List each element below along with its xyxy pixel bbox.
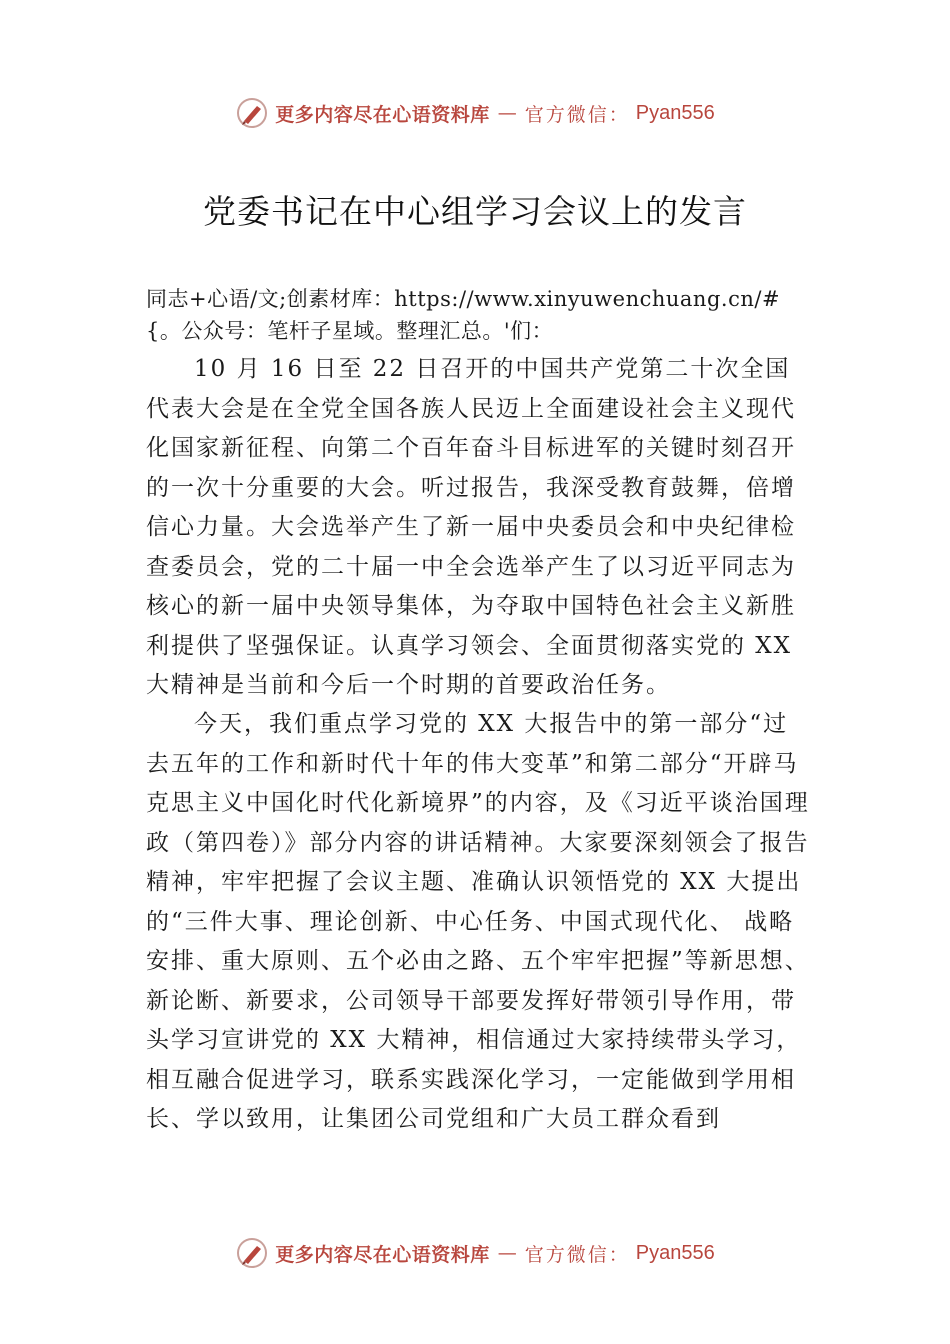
- banner-wechat-id: Pyan556: [635, 101, 715, 124]
- document-title: 党委书记在中心组学习会议上的发言: [203, 192, 747, 231]
- paragraph: 今天，我们重点学习党的 XX 大报告中的第一部分“过去五年的工作和新时代十年的伟大变革”和第二部分“开辟马克思主义中国化时代化新境界”的内容，及《习近平谈治国理政（第四卷）》部分内容的讲话精神。大家要深刻领会了报告精神，牢牢把握了会议主题、准确认识领悟党的 XX 大提出的“三件大事、理论创新、中心任务、中国式现代化、 战略安排、重大原则、五个必由之路、五个牢牢把握”等新思想、新论断、新要求，公司领导干部要发挥好带领引导作用，带头学习宣讲党的 XX 大精神，相信通过大家持续带头学习，相互融合促进学习，联系实践深化学习，一定能做到学用相长、学以致用，让集团公司党组和广大员工群众看到: [146, 711, 810, 1132]
- banner-dash: —: [497, 1242, 517, 1264]
- banner-text: 更多内容尽在心语资料库: [275, 103, 490, 126]
- banner-wechat-label: 官方微信：: [524, 1243, 630, 1266]
- banner-wechat-label: 官方微信：: [524, 103, 630, 126]
- banner-text: 更多内容尽在心语资料库: [275, 1243, 490, 1266]
- banner-wechat-id: Pyan556: [635, 1241, 715, 1264]
- paragraph: 10 月 16 日至 22 日召开的中国共产党第二十次全国代表大会是在全党全国各族人民迈上全面建设社会主义现代化国家新征程、向第二个百年奋斗目标进军的关键时刻召开的一次十分重要的大会。听过报告，我深受教育鼓舞，倍增信心力量。大会选举产生了新一届中央委员会和中央纪律检查委员会，党的二十届一中全会选举产生了以习近平同志为核心的新一届中央领导集体，为夺取中国特色社会主义新胜利提供了坚强保证。认真学习领会、全面贯彻落实党的 XX 大精神是当前和今后一个时期的首要政治任务。: [146, 356, 796, 698]
- pen-logo-icon: [235, 96, 269, 130]
- header-watermark-banner: [0, 93, 950, 133]
- source-line: 同志+心语/文;创素材库：https://www.xinyuwenchuang.cn/#{。公众号：笔杆子星域。整理汇总。'们：: [146, 287, 781, 343]
- footer-watermark-banner: [0, 1233, 950, 1273]
- pen-logo-icon: [235, 1236, 269, 1270]
- banner-dash: —: [497, 102, 517, 124]
